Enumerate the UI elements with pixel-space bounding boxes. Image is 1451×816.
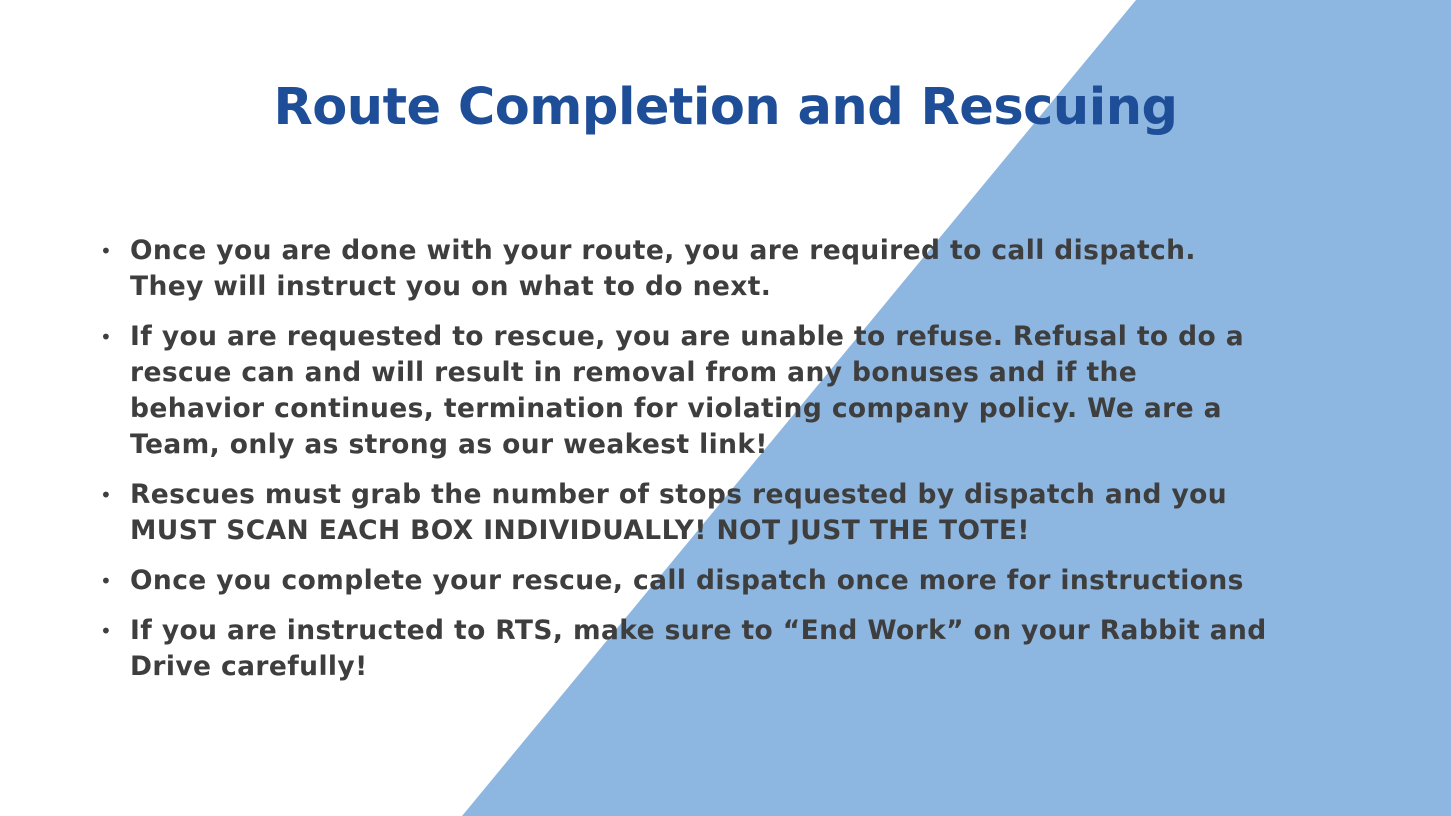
bullet-item xyxy=(100,319,1360,463)
bullet-item xyxy=(100,563,1360,599)
bullet-text-line: If you are requested to rescue, you are unable to refuse. Refusal to do a xyxy=(130,321,1245,352)
slide-title: Route Completion and Rescuing xyxy=(273,78,1178,137)
bullet-dot-icon: • xyxy=(100,239,113,263)
bullet-text-line: Once you are done with your route, you are required to call dispatch. xyxy=(130,235,1196,266)
bullet-item xyxy=(100,233,1360,305)
bullet-dot-icon: • xyxy=(100,325,113,349)
bullet-item xyxy=(100,613,1360,685)
bullet-item xyxy=(100,477,1360,549)
bullet-text-line: They will instruct you on what to do next. xyxy=(130,271,772,302)
bullet-text-line: Drive carefully! xyxy=(130,651,368,682)
bullet-text-line: Once you complete your rescue, call dispatch once more for instructions xyxy=(130,565,1244,596)
bullet-text-line: Rescues must grab the number of stops requested by dispatch and you xyxy=(130,479,1228,510)
bullet-dot-icon: • xyxy=(100,483,113,507)
bullet-text-line: MUST SCAN EACH BOX INDIVIDUALLY! NOT JUST THE TOTE! xyxy=(130,515,1030,546)
bullet-dot-icon: • xyxy=(100,619,113,643)
bullet-text-line: behavior continues, termination for violating company policy. We are a xyxy=(130,393,1222,424)
bullet-text-line: If you are instructed to RTS, make sure to “End Work” on your Rabbit and xyxy=(130,615,1267,646)
bullet-list xyxy=(100,233,1360,699)
bullet-dot-icon: • xyxy=(100,569,113,593)
bullet-text-line: Team, only as strong as our weakest link! xyxy=(130,429,768,460)
bullet-text-line: rescue can and will result in removal from any bonuses and if the xyxy=(130,357,1138,388)
